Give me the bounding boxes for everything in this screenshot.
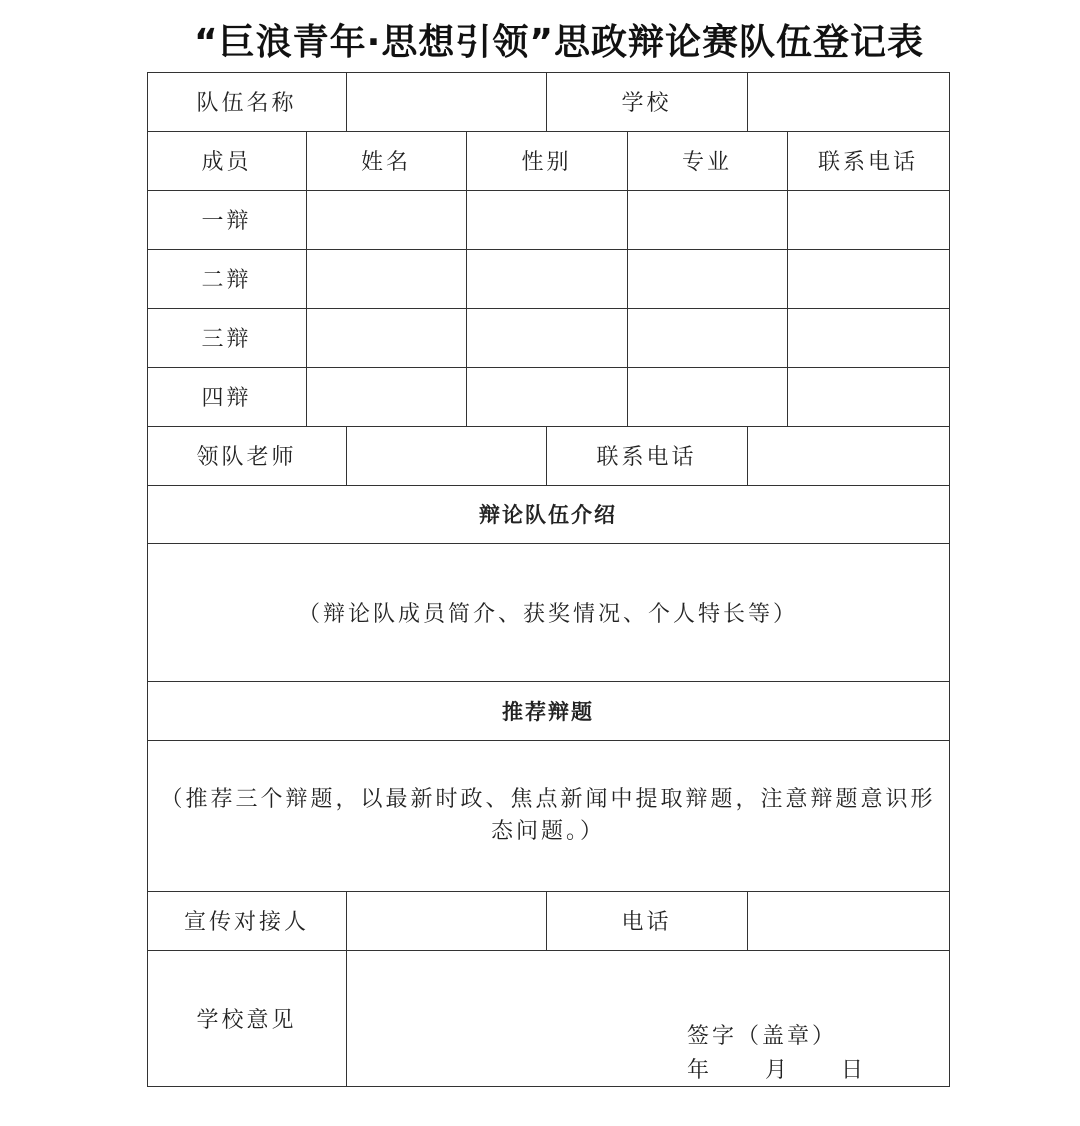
- member-major-field[interactable]: [627, 308, 787, 367]
- leader-teacher-field[interactable]: [346, 426, 546, 485]
- member-role-first-speaker: 一辩: [201, 209, 252, 234]
- member-gender-field[interactable]: [466, 249, 627, 308]
- member-phone-field[interactable]: [787, 249, 949, 308]
- member-major-field[interactable]: [627, 190, 787, 249]
- member-name-field[interactable]: [306, 367, 466, 426]
- member-phone-field[interactable]: [787, 190, 949, 249]
- member-gender-field[interactable]: [466, 367, 627, 426]
- member-name-field[interactable]: [306, 308, 466, 367]
- publicity-phone-field[interactable]: [747, 891, 949, 950]
- member-name-field[interactable]: [306, 190, 466, 249]
- date-year-label: 年: [687, 1058, 713, 1083]
- team-intro-field[interactable]: （辩论队成员简介、获奖情况、个人特长等）: [297, 601, 798, 627]
- leader-teacher-label: 领队老师: [196, 445, 297, 470]
- members-header-gender: 性别: [521, 150, 572, 175]
- members-header-major: 专业: [681, 150, 732, 175]
- school-label: 学校: [621, 91, 672, 116]
- publicity-contact-label: 宣传对接人: [183, 910, 309, 935]
- team-name-field[interactable]: [346, 72, 546, 131]
- member-name-field[interactable]: [306, 249, 466, 308]
- member-phone-field[interactable]: [787, 308, 949, 367]
- publicity-phone-label: 电话: [621, 910, 672, 935]
- leader-phone-field[interactable]: [747, 426, 949, 485]
- signature-stamp-label: 签字（盖章）: [687, 1024, 838, 1049]
- recommended-topics-field[interactable]: （推荐三个辩题，以最新时政、焦点新闻中提取辩题，注意辩题意识形态问题。）: [160, 786, 936, 844]
- recommended-topics-heading: 推荐辩题: [502, 699, 594, 724]
- member-major-field[interactable]: [627, 249, 787, 308]
- members-header-role: 成员: [201, 150, 252, 175]
- registration-form: [147, 72, 950, 1087]
- members-header-name: 姓名: [360, 150, 411, 175]
- member-gender-field[interactable]: [466, 190, 627, 249]
- school-opinion-label: 学校意见: [196, 1007, 297, 1033]
- member-phone-field[interactable]: [787, 367, 949, 426]
- member-major-field[interactable]: [627, 367, 787, 426]
- form-border-right: [949, 72, 950, 1087]
- members-header-phone: 联系电话: [817, 150, 918, 175]
- member-role-second-speaker: 二辩: [201, 268, 252, 293]
- member-role-fourth-speaker: 四辩: [201, 386, 252, 411]
- form-border-bottom: [147, 1086, 950, 1087]
- member-role-third-speaker: 三辩: [201, 327, 252, 352]
- publicity-contact-field[interactable]: [346, 891, 546, 950]
- page-title: “巨浪青年·思想引领”思政辩论赛队伍登记表: [194, 22, 924, 63]
- date-month-label: 月: [765, 1058, 791, 1083]
- date-day-label: 日: [841, 1058, 867, 1083]
- team-intro-heading: 辩论队伍介绍: [479, 503, 617, 527]
- member-gender-field[interactable]: [466, 308, 627, 367]
- school-field[interactable]: [747, 72, 949, 131]
- team-name-label: 队伍名称: [196, 91, 297, 116]
- leader-phone-label: 联系电话: [596, 445, 697, 470]
